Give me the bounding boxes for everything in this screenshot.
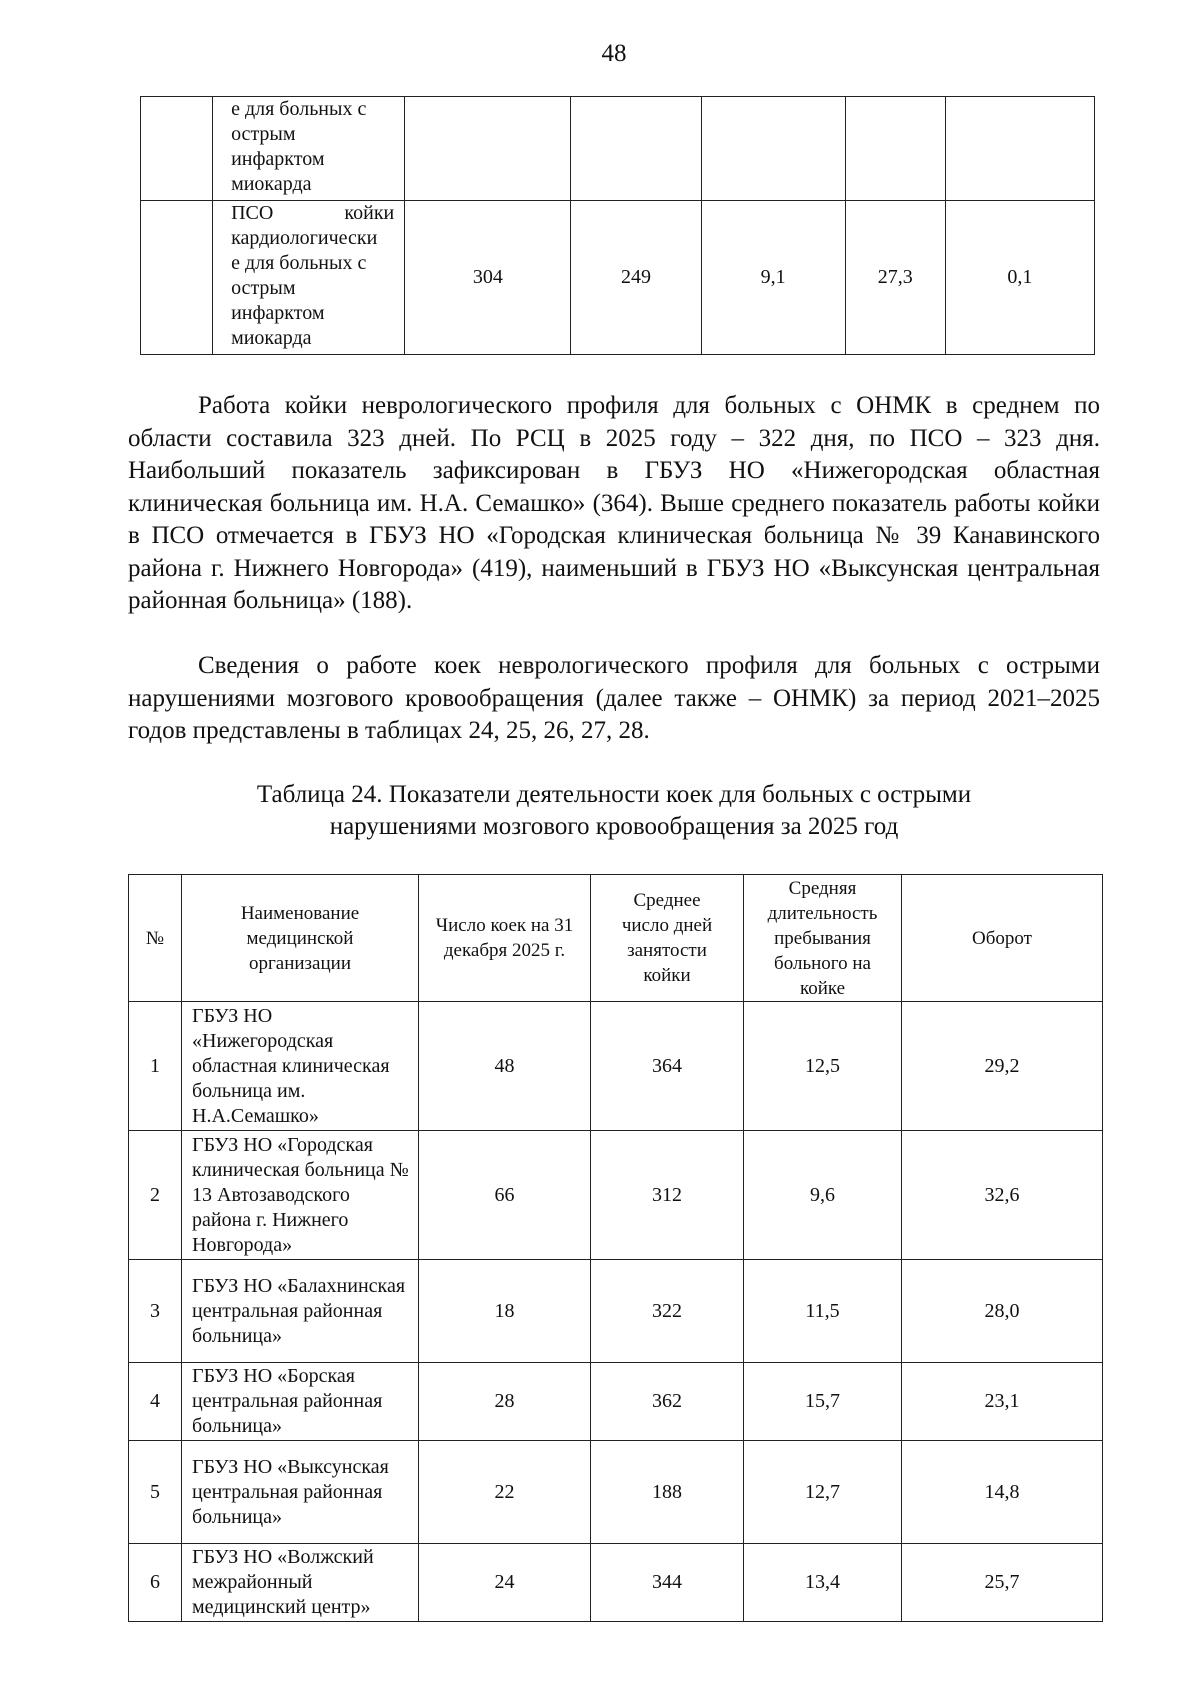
beds-value: 22 <box>419 1441 591 1544</box>
duration-value: 9,1 <box>701 201 845 355</box>
mortality-value: 0,1 <box>945 201 1094 355</box>
paragraph: Работа койки неврологического профиля для больных с ОНМК в среднем по области составила 323 дней. По РСЦ в 2025 году – 322 дня, по ПСО – 323 дня. Наибольший показатель зафиксирован в ГБУЗ НО «Нижегородская областная клиническая больница им. Н.А. Семашко» (364). Выше среднего показатель работы койки в ПСО отмечается в ГБУЗ НО «Городская клиническая больница № 39 Канавинского района г. Нижнего Новгорода» (419), наименьший в ГБУЗ НО «Выксунская центральная районная больница» (188). <box>128 392 1100 614</box>
header-duration: Средняя длительность пребывания больного на койке <box>744 875 902 1002</box>
turnover-value: 25,7 <box>902 1544 1103 1622</box>
days-value: 322 <box>591 1260 744 1363</box>
turnover-value: 28,0 <box>902 1260 1103 1363</box>
turnover-value: 23,1 <box>902 1363 1103 1441</box>
table-cell <box>141 97 213 201</box>
duration-value: 11,5 <box>744 1260 902 1363</box>
table-row <box>129 1260 1103 1363</box>
beds-value: 304 <box>405 201 571 355</box>
row-number: 6 <box>129 1544 182 1622</box>
header-turnover: Оборот <box>902 875 1103 1002</box>
organization-cell: ПСО койки кардиологически е для больных с острым инфарктом миокарда <box>213 201 405 355</box>
row-number: 2 <box>129 1131 182 1260</box>
body-text-1 <box>128 390 1100 618</box>
organization-name: ГБУЗ НО «Борская центральная районная больница» <box>182 1363 419 1441</box>
turnover-value: 32,6 <box>902 1131 1103 1260</box>
beds-value: 28 <box>419 1363 591 1441</box>
header-organization: Наименование медицинской организации <box>182 875 419 1002</box>
turnover-value: 29,2 <box>902 1002 1103 1131</box>
days-value: 362 <box>591 1363 744 1441</box>
table-cell <box>405 97 571 201</box>
days-value: 344 <box>591 1544 744 1622</box>
row-number: 5 <box>129 1441 182 1544</box>
row-number: 3 <box>129 1260 182 1363</box>
organization-name: ГБУЗ НО «Нижегородская областная клиническая больница им. Н.А.Семашко» <box>182 1002 419 1131</box>
page-number: 48 <box>601 40 627 67</box>
days-value: 364 <box>591 1002 744 1131</box>
days-value: 249 <box>571 201 701 355</box>
table-header-row <box>129 875 1103 1002</box>
paragraph: Сведения о работе коек неврологического профиля для больных с острыми нарушениями мозгового кровообращения (далее также – ОНМК) за период 2021–2025 годов представлены в таблицах 24, 25, 26, 27, 28. <box>128 652 1100 744</box>
days-value: 188 <box>591 1441 744 1544</box>
table-cell <box>945 97 1094 201</box>
table-cell <box>701 97 845 201</box>
organization-name: ГБУЗ НО «Городская клиническая больница № 13 Автозаводского района г. Нижнего Новгорода» <box>182 1131 419 1260</box>
duration-value: 13,4 <box>744 1544 902 1622</box>
row-number: 1 <box>129 1002 182 1131</box>
days-value: 312 <box>591 1131 744 1260</box>
duration-value: 15,7 <box>744 1363 902 1441</box>
duration-value: 9,6 <box>744 1131 902 1260</box>
header-num: № <box>129 875 182 1002</box>
organization-name: ГБУЗ НО «Выксунская центральная районная больница» <box>182 1441 419 1544</box>
duration-value: 12,7 <box>744 1441 902 1544</box>
table-cell <box>141 201 213 355</box>
table-row <box>129 1544 1103 1622</box>
row-number: 4 <box>129 1363 182 1441</box>
turnover-value: 27,3 <box>845 201 945 355</box>
table-row <box>129 1002 1103 1131</box>
duration-value: 12,5 <box>744 1002 902 1131</box>
table-row <box>141 97 1095 201</box>
table-caption: Таблица 24. Показатели деятельности коек для больных с острыми нарушениями мозгового кровообращения за 2025 год <box>256 781 972 840</box>
table-cell <box>571 97 701 201</box>
header-days: Среднее число дней занятости койки <box>591 875 744 1002</box>
table-row <box>129 1131 1103 1260</box>
organization-cell: е для больных с острым инфарктом миокарда <box>213 97 405 201</box>
bed-indicators-table <box>128 874 1103 1622</box>
organization-name: ГБУЗ НО «Волжский межрайонный медицинский центр» <box>182 1544 419 1622</box>
continued-table <box>140 96 1095 355</box>
table-row <box>129 1363 1103 1441</box>
turnover-value: 14,8 <box>902 1441 1103 1544</box>
beds-value: 18 <box>419 1260 591 1363</box>
table-row <box>129 1441 1103 1544</box>
beds-value: 24 <box>419 1544 591 1622</box>
table-cell <box>845 97 945 201</box>
body-text-2 <box>128 650 1100 748</box>
organization-name: ГБУЗ НО «Балахнинская центральная районная больница» <box>182 1260 419 1363</box>
beds-value: 66 <box>419 1131 591 1260</box>
table-row <box>141 201 1095 355</box>
header-beds: Число коек на 31 декабря 2025 г. <box>419 875 591 1002</box>
beds-value: 48 <box>419 1002 591 1131</box>
